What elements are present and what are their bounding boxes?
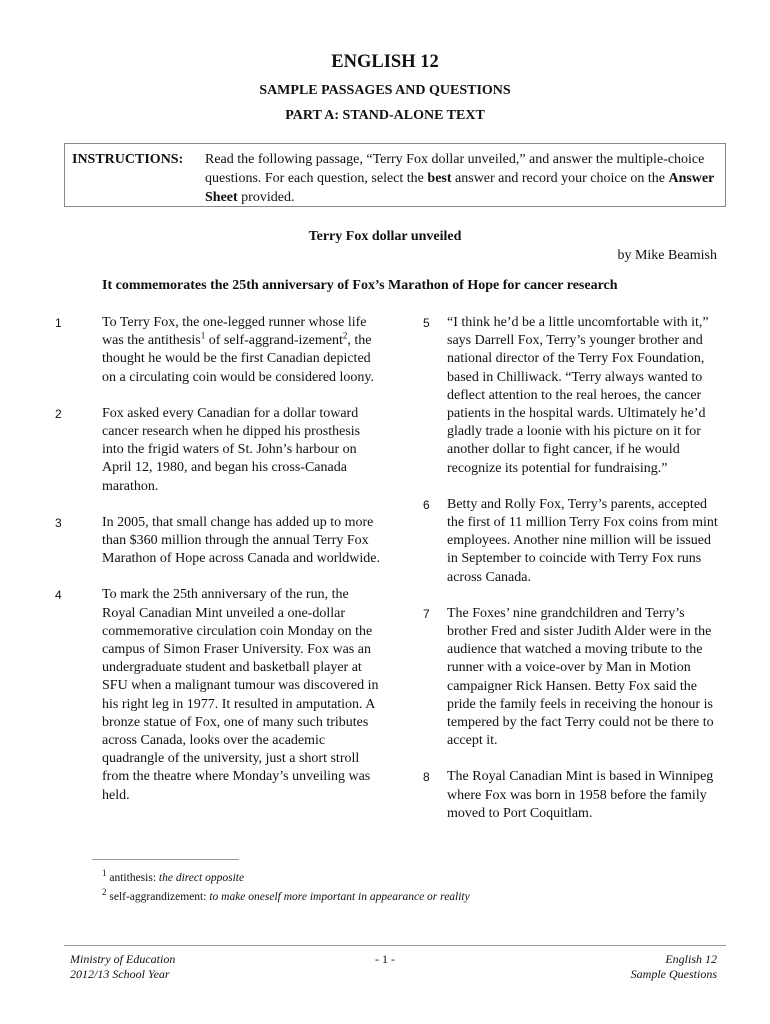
footer-right: English 12 Sample Questions (630, 952, 717, 981)
footnote-ref-1: 1 (200, 330, 206, 341)
page-number: - 1 - (375, 952, 395, 966)
passage-byline: by Mike Beamish (617, 248, 717, 263)
paragraph-number: 7 (423, 606, 430, 621)
footnote-ref-2: 2 (342, 330, 348, 341)
page-subtitle: SAMPLE PASSAGES AND QUESTIONS (259, 83, 511, 98)
paragraph-number: 1 (55, 316, 62, 330)
paragraph-number: 4 (55, 588, 62, 603)
footnote-2: $^2$ self-aggrandizement: to make oneself more important in appearance or reality (102, 887, 470, 903)
paragraph-number: 3 (55, 515, 62, 530)
paragraph-5: 5 “I think he’d be a little uncomfortable with it,” says Darrell Fox, Terry’s younger brother and national director of the Terry Fox Foundation, based in Chilliwack. “Terry always wanted to deflect attention to the real heroes, the cancer patients in the hospital wards. Ultimately he’d gladly trade a loonie with his picture on it for another dollar to fight cancer, if he would recognize its potential for fundraising.” (423, 315, 709, 476)
paragraph-6: 6 Betty and Rolly Fox, Terry’s parents, accepted the first of 11 million Terry Fox coins from mint employees. Another nine million will be issued in September to coincide with Terry Fox runs across Canada. (423, 496, 718, 585)
passage-subtitle: It commemorates the 25th anniversary of Fox’s Marathon of Hope for cancer research (102, 278, 618, 293)
paragraph-3: 3 In 2005, that small change has added up to more than $360 million through the annual Terry Fox Marathon of Hope across Canada and worldwide. (55, 514, 380, 567)
passage-column-left (55, 314, 385, 823)
footer-left: Ministry of Education 2012/13 School Year (70, 952, 176, 981)
footnote-1: $^1$ antithesis: the direct opposite (102, 868, 245, 884)
paragraph-2: 2 Fox asked every Canadian for a dollar toward cancer research when he dipped his prosthesis into the frigid waters of St. John’s harbour on April 12, 1980, and began his cross-Canada marathon. (55, 405, 361, 494)
page-title: ENGLISH 12 (331, 52, 439, 72)
instructions-label: INSTRUCTIONS: (72, 152, 184, 167)
instructions-text: Read the following passage, “Terry Fox dollar unveiled,” and answer the multiple-choice questions. For each question, select the best answer and record your choice on the Answer Sheet provided. (205, 152, 715, 205)
paragraph-8: 8 The Royal Canadian Mint is based in Winnipeg where Fox was born in 1958 before the family moved to Port Coquitlam. (423, 769, 714, 821)
footer-divider (64, 945, 726, 946)
instructions-box (64, 143, 726, 207)
paragraph-number: 5 (423, 316, 430, 330)
paragraph-number: 2 (55, 406, 62, 421)
passage-title: Terry Fox dollar unveiled (308, 229, 462, 244)
paragraph-4: 4 To mark the 25th anniversary of the run, the Royal Canadian Mint unveiled a one-dollar commemorative circulation coin Monday on the campus of Simon Fraser University. Fox was an undergraduate student and basketball player at SFU when a malignant tumour was discovered in his right leg in 1977. It resulted in amputation. A bronze statue of Fox, one of many such tributes across Canada, looks over the academic quadrangle of the university, just a short stroll from the theatre where Monday’s unveiling was held. (55, 587, 379, 803)
footnote-divider (92, 859, 239, 860)
paragraph-number: 8 (423, 770, 430, 785)
paragraph-7: 7 The Foxes’ nine grandchildren and Terry’s brother Fred and sister Judith Alder were in the audience that watched a moving tribute to the runner with a voice-over by Man in Motion campaigner Rick Hansen. Betty Fox said the pride the family feels in receiving the honour is tempered by the fact Terry could not be there to accept it. (423, 605, 714, 749)
section-heading: PART A: STAND-ALONE TEXT (285, 108, 485, 123)
paragraph-1: 1 To Terry Fox, the one-legged runner whose life was the antithesis$^1$ of self-aggrand-izement$^2$, the thought he would be the first Canadian depicted on a circulating coin would be considered loony. (55, 315, 375, 385)
passage-column-right (423, 314, 723, 841)
paragraph-number: 6 (423, 497, 430, 512)
